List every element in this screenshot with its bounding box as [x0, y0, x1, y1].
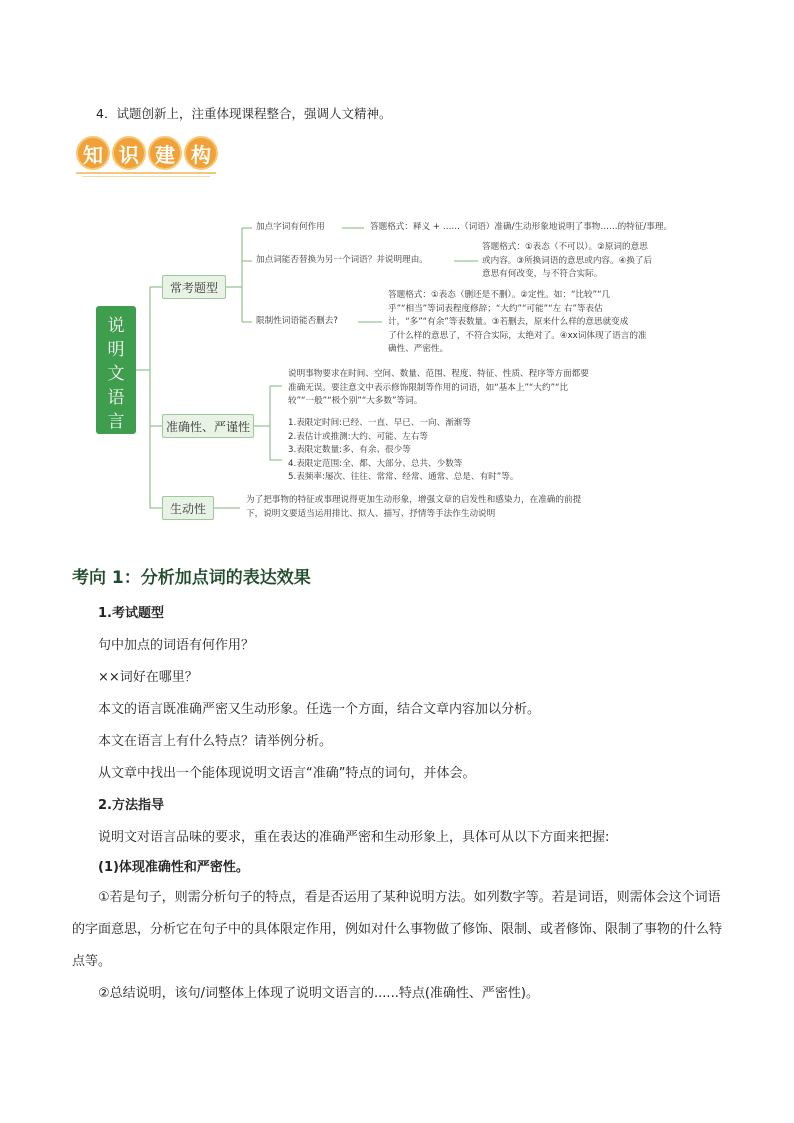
answer-line: 答题格式：①表态（不可以）。②原词的意思	[482, 242, 648, 252]
answer-3	[388, 289, 647, 357]
root-char: 语	[107, 388, 125, 408]
badge-char: 建	[148, 136, 182, 170]
question-2: 加点词能否替换为另一个词语？并说明理由。	[256, 255, 428, 265]
paragraph-1: ①若是句子，则需分析句子的特点，看是否运用了某种说明方法。如列数字等。若是词语，则需体会这个词语的字面意思，分析它在句子中的具体限定作用，例如对什么事物做了修饰、限制、或者修饰、限制了事物的什么特点等。	[72, 890, 723, 969]
section-badge	[74, 134, 220, 174]
answer-line: 确性、严密性。	[388, 344, 449, 354]
root-char: 明	[107, 340, 125, 360]
answer-line: 或内容。③所换词语的意思或内容。④换了后	[482, 255, 653, 266]
category-common-questions: 常考题型	[162, 275, 226, 299]
mindmap-root	[96, 306, 136, 434]
badge-char: 构	[184, 136, 218, 170]
subheading-exam-types: 1.考试题型	[98, 606, 164, 621]
list-item: 3.表限定数量:多、有余、很少等	[288, 445, 411, 455]
question-item: ××词好在哪里？	[98, 670, 198, 685]
desc-line: 为了把事物的特征或事理说得更加生动形象，增强文章的启发性和感染力，在准确的前提	[246, 495, 582, 505]
question-3: 限制性词语能否删去?	[256, 316, 338, 326]
answer-line: 意思有何改变，与不符合实际。	[482, 269, 603, 279]
badge-underline	[76, 172, 216, 174]
desc-line: 说明事物要求在时间、空间、数量、范围、程度、特征、性质、程序等方面都要	[288, 369, 589, 379]
root-char: 说	[107, 316, 125, 336]
section-title: 考向 1：分析加点词的表达效果	[72, 568, 311, 588]
question-item: 本文的语言既准确严密又生动形象。任选一个方面，结合文章内容加以分析。	[98, 702, 541, 717]
method-intro: 说明文对语言品味的要求，重在表达的准确严密和生动形象上，具体可从以下方面来把握:	[98, 830, 610, 845]
accuracy-list	[288, 417, 518, 485]
list-item: 2.表估计或推测:大约、可能、左右等	[288, 431, 429, 442]
root-char: 言	[107, 412, 125, 432]
desc-line: 准确无误。要注意文中表示修饰限制等作用的词语，如“基本上”“大约”“比	[288, 382, 569, 393]
badge-char: 知	[76, 136, 110, 170]
vivid-description	[246, 494, 581, 521]
category-accuracy: 准确性、严谨性	[162, 414, 254, 438]
list-item: 5.表频率:屡次、往往、常常、经常、通常、总是、有时”等。	[288, 472, 519, 482]
list-item: 4.表限定范围:全、都、大部分、总共、少数等	[288, 458, 463, 469]
question-item: 从文章中找出一个能体现说明文语言“准确”特点的词句，并体会。	[98, 766, 476, 781]
badge-underline	[82, 176, 210, 177]
accuracy-description	[288, 368, 589, 409]
answer-2	[482, 241, 652, 282]
answer-line: 计，“多”“有余”等表数量。③若删去，原来什么样的意思就变成	[388, 317, 629, 327]
question-item: 句中加点的词语有何作用？	[98, 638, 255, 653]
list-item: 1.表限定时间:已经、一直、早已、一向、渐渐等	[288, 418, 471, 428]
category-vividness: 生动性	[162, 496, 214, 520]
answer-1: 答题格式：释义 + ……（词语）准确/生动形象地说明了事物……的特征/事理。	[370, 222, 673, 232]
question-1: 加点字词有何作用	[256, 222, 325, 232]
badge-char: 识	[112, 136, 146, 170]
paragraph-2: ②总结说明，该句/词整体上体现了说明文语言的......特点(准确性、严密性)。	[98, 986, 539, 1001]
root-char: 文	[107, 364, 125, 384]
desc-line: 下，说明文要适当运用排比、拟人、描写、抒情等手法作生动说明	[246, 508, 496, 519]
answer-line: 了什么样的意思了，不符合实际，太绝对了。④xx词体现了语言的准	[388, 330, 647, 341]
desc-line: 较”“一般”“极个别”“大多数”等词。	[288, 396, 423, 406]
question-item: 本文在语言上有什么特点？请举例分析。	[98, 734, 333, 749]
answer-line: 乎”“相当”等词表程度修辞；“大约”“可能”“左 右”等表估	[388, 303, 603, 314]
intro-line: 4．试题创新上，注重体现课程整合，强调人文精神。	[96, 106, 392, 121]
subheading-method: 2.方法指导	[98, 798, 164, 813]
subheading-accuracy: (1)体现准确性和严密性。	[98, 860, 249, 875]
answer-line: 答题格式：①表态（删还是不删）。②定性。如：“比较”“几	[388, 290, 611, 300]
